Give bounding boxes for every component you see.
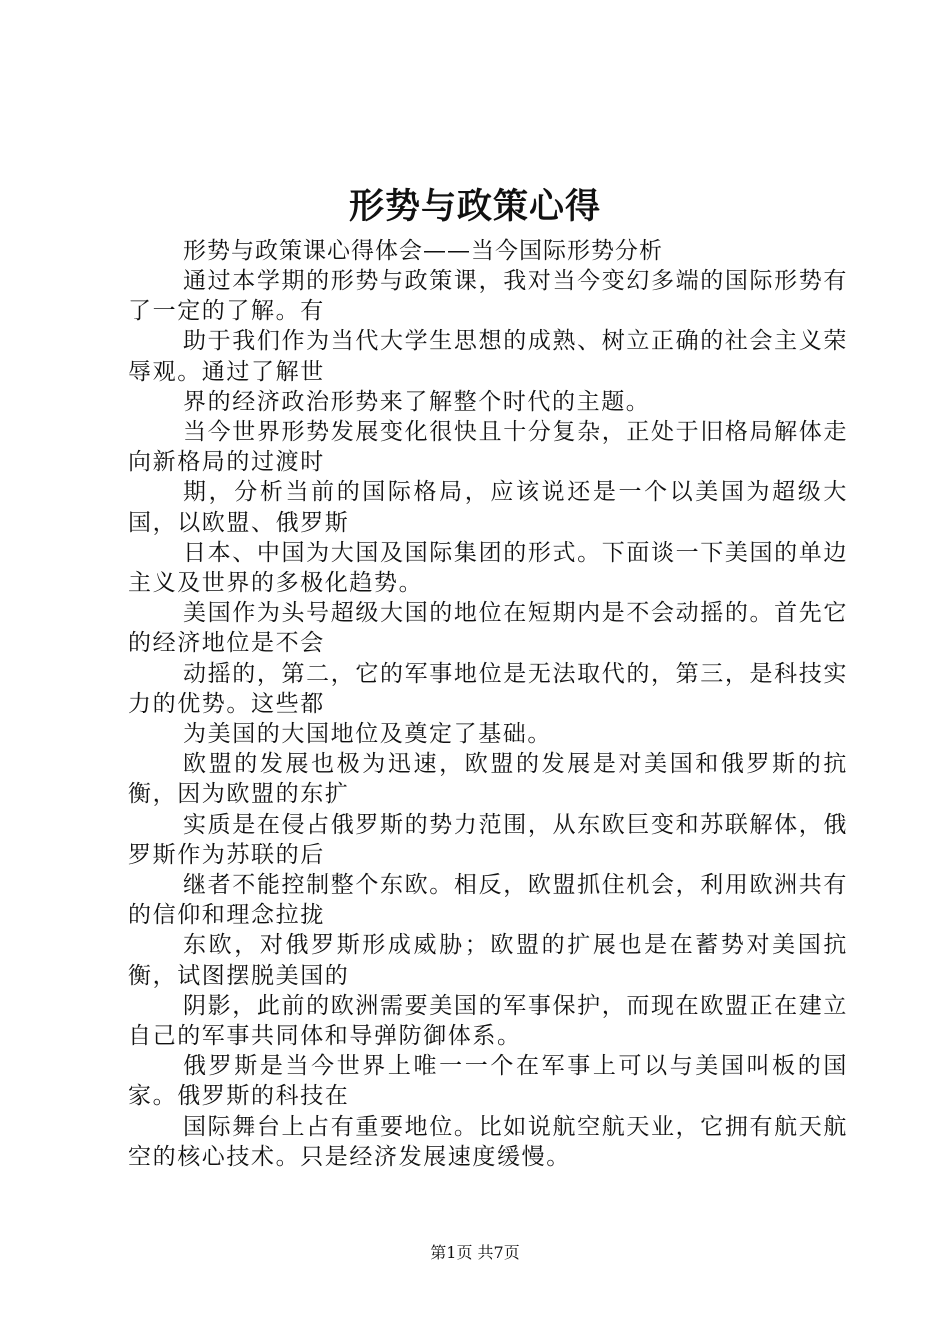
paragraph: 欧盟的发展也极为迅速，欧盟的发展是对美国和俄罗斯的抗衡，因为欧盟的东扩 [128,751,848,808]
paragraph: 阴影，此前的欧洲需要美国的军事保护，而现在欧盟正在建立自己的军事共同体和导弹防御体系。 [128,992,848,1050]
paragraph: 美国作为头号超级大国的地位在短期内是不会动摇的。首先它的经济地位是不会 [128,600,848,657]
document-subtitle: 形势与政策课心得体会——当今国际形势分析 [183,238,663,264]
paragraph: 日本、中国为大国及国际集团的形式。下面谈一下美国的单边主义及世界的多极化趋势。 [128,539,848,597]
paragraph: 助于我们作为当代大学生思想的成熟、树立正确的社会主义荣辱观。通过了解世 [128,328,848,385]
document-body [128,266,848,1172]
page-number: 第1页 共7页 [430,1243,520,1262]
paragraph: 通过本学期的形势与政策课，我对当今变幻多端的国际形势有了一定的了解。有 [128,268,848,325]
paragraph: 俄罗斯是当今世界上唯一一个在军事上可以与美国叫板的国家。俄罗斯的科技在 [128,1053,848,1110]
paragraph: 动摇的，第二，它的军事地位是无法取代的，第三，是科技实力的优势。这些都 [128,660,848,717]
paragraph: 东欧，对俄罗斯形成威胁；欧盟的扩展也是在蓄势对美国抗衡，试图摆脱美国的 [128,932,848,989]
paragraph: 期，分析当前的国际格局，应该说还是一个以美国为超级大国，以欧盟、俄罗斯 [128,479,848,536]
paragraph: 国际舞台上占有重要地位。比如说航空航天业，它拥有航天航空的核心技术。只是经济发展速度缓慢。 [128,1113,848,1170]
paragraph: 界的经济政治形势来了解整个时代的主题。 [183,388,651,415]
paragraph: 为美国的大国地位及奠定了基础。 [183,721,552,748]
paragraph: 继者不能控制整个东欧。相反，欧盟抓住机会，利用欧洲共有的信仰和理念拉拢 [128,872,848,929]
document-title: 形势与政策心得 [348,186,601,227]
paragraph: 当今世界形势发展变化很快且十分复杂，正处于旧格局解体走向新格局的过渡时 [128,419,848,476]
paragraph: 实质是在侵占俄罗斯的势力范围，从东欧巨变和苏联解体，俄罗斯作为苏联的后 [128,811,848,868]
